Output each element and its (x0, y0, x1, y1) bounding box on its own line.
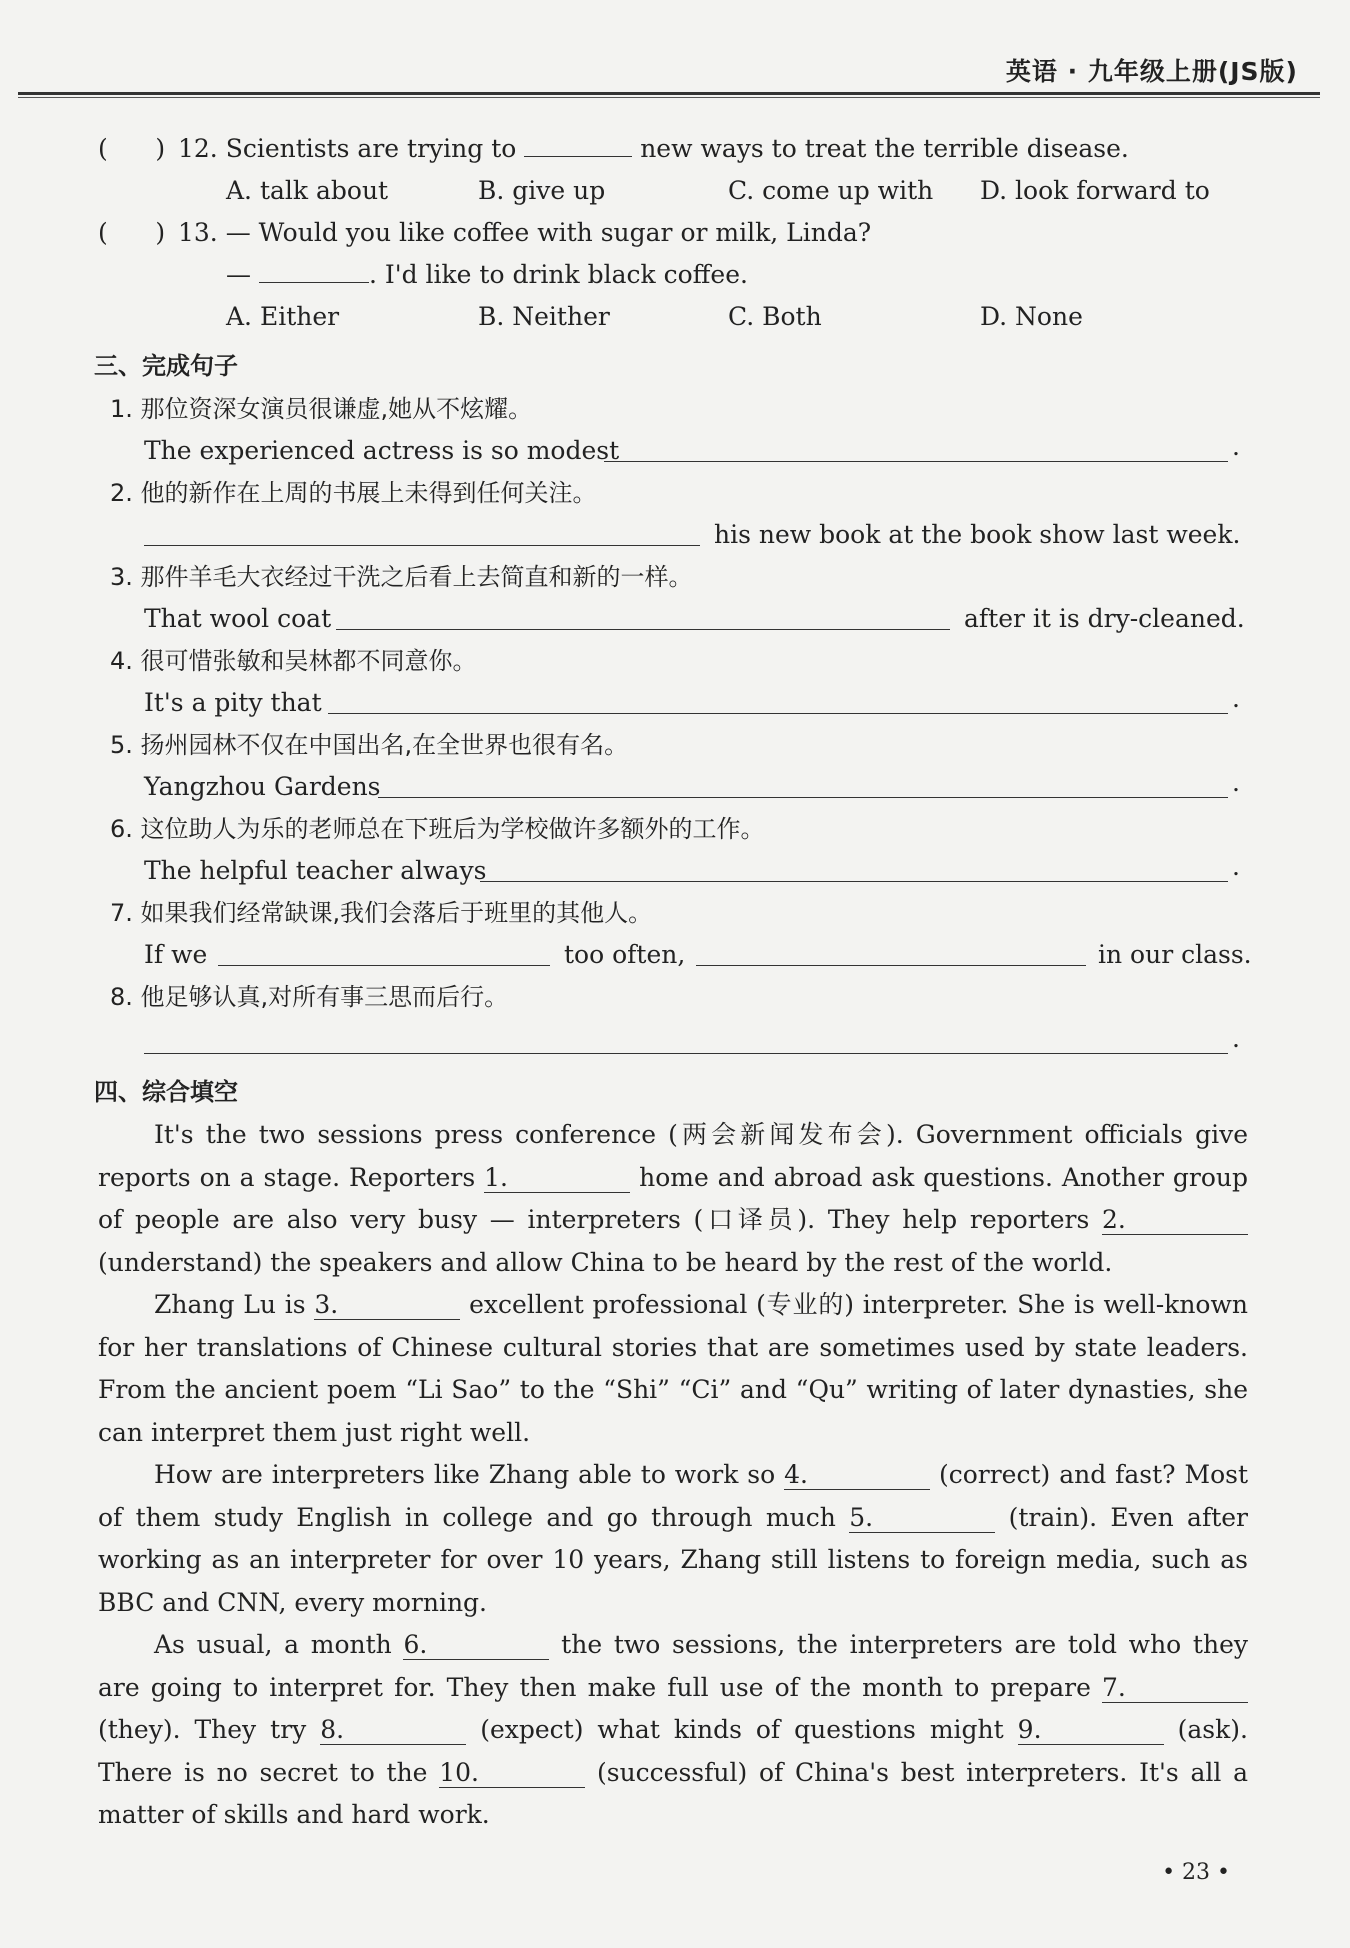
blank-1[interactable]: 1. (484, 1164, 630, 1193)
paragraph-1 (98, 1114, 1248, 1284)
question-number: 12. (178, 134, 218, 163)
option-c: C. come up with (728, 176, 934, 205)
answer-line[interactable] (144, 1053, 1228, 1054)
sentence-prompt: Yangzhou Gardens (144, 772, 381, 801)
blank-6[interactable]: 6. (403, 1631, 549, 1660)
answer-line[interactable] (378, 797, 1228, 798)
sentence-4-english (98, 682, 1248, 724)
blank-5[interactable]: 5. (849, 1504, 995, 1533)
sentence-prompt: If we (144, 940, 208, 969)
answer-bracket[interactable]: ( ) (98, 134, 166, 163)
answer-line[interactable] (480, 881, 1228, 882)
question-13-line-2 (98, 254, 1248, 296)
blank-3[interactable]: 3. (314, 1291, 460, 1320)
sentence-2-chinese: 2. 他的新作在上周的书展上未得到任何关注。 (110, 479, 597, 507)
cloze-passage (98, 1114, 1248, 1837)
answer-bracket[interactable]: ( ) (98, 218, 166, 247)
header-divider-thin (18, 97, 1320, 98)
question-stem-end: new ways to treat the terrible disease. (640, 134, 1129, 163)
blank-8[interactable]: 8. (320, 1716, 466, 1745)
sentence-4-chinese: 4. 很可惜张敏和吴林都不同意你。 (110, 647, 477, 675)
question-12-options (98, 170, 1248, 212)
text: (successful) of China's best interpreters. It's all a matter of skills and hard work. (98, 1757, 1248, 1829)
blank-10[interactable]: 10. (439, 1759, 585, 1788)
sentence-7-chinese: 7. 如果我们经常缺课,我们会落后于班里的其他人。 (110, 899, 653, 927)
sentence-prompt: his new book at the book show last week. (714, 520, 1241, 549)
dialogue-dash: — (226, 260, 251, 289)
text: (they). They try (98, 1715, 321, 1744)
text: How are interpreters like Zhang able to work so (154, 1460, 785, 1489)
blank-9[interactable]: 9. (1018, 1716, 1164, 1745)
sentence-prompt: It's a pity that (144, 688, 322, 717)
question-stem: Scientists are trying to (225, 134, 517, 163)
text: the two sessions, the interpreters are told who they are going to interpret for. They then make full use of the month to prepare (98, 1630, 1249, 1702)
text: (understand) the speakers and allow China to be heard by the rest of the world. (98, 1247, 1113, 1277)
page-number: • 23 • (1162, 1860, 1230, 1885)
answer-line[interactable] (604, 461, 1228, 462)
text: As usual, a month (154, 1630, 404, 1659)
paragraph-2 (98, 1284, 1248, 1454)
question-number: 13. (178, 218, 218, 247)
text: Zhang Lu is (154, 1290, 315, 1319)
sentence-6-english (98, 850, 1248, 892)
text: (correct) and fast? Most of them study English in college and go through much (98, 1460, 1249, 1532)
answer-line-1[interactable] (218, 965, 550, 966)
sentence-prompt-mid: too often, (564, 940, 686, 969)
sentence-1-english (98, 430, 1248, 472)
sentence-prompt: The helpful teacher always (144, 856, 487, 885)
text: (expect) what kinds of questions might (466, 1715, 1018, 1744)
header-divider (18, 92, 1320, 95)
option-c: C. Both (728, 302, 822, 331)
text: (train). Even after working as an interpreter for over 10 years, Zhang still listens to foreign media, such as BBC and CNN, every morning. (98, 1502, 1248, 1617)
sentence-prompt-end: after it is dry-cleaned. (964, 604, 1245, 633)
option-b: B. give up (478, 176, 606, 205)
answer-line[interactable] (144, 545, 700, 546)
period: . (1232, 432, 1240, 461)
question-13 (98, 212, 1248, 254)
period: . (1232, 684, 1240, 713)
text: home and abroad ask questions. Another group of people are also very busy — interpreters (口译员). They help reporters (98, 1162, 1248, 1234)
sentence-5-chinese: 5. 扬州园林不仅在中国出名,在全世界也很有名。 (110, 731, 629, 759)
answer-line[interactable] (336, 629, 950, 630)
sentence-6-chinese: 6. 这位助人为乐的老师总在下班后为学校做许多额外的工作。 (110, 815, 765, 843)
blank-4[interactable]: 4. (784, 1461, 930, 1490)
answer-blank[interactable] (259, 256, 369, 283)
answer-line[interactable] (328, 713, 1228, 714)
question-12 (98, 128, 1248, 170)
sentence-7-english (98, 934, 1252, 976)
sentence-8-english (98, 1018, 1248, 1064)
sentence-prompt: The experienced actress is so modest (144, 436, 620, 465)
question-13-options (98, 296, 1248, 338)
period: . (1232, 768, 1240, 797)
worksheet-content (94, 128, 1252, 1837)
book-title: 英语 · 九年级上册(JS版) (1005, 57, 1298, 86)
section-4-title: 四、综合填空 (94, 1078, 238, 1106)
sentence-1-chinese: 1. 那位资深女演员很谦虚,她从不炫耀。 (110, 395, 533, 423)
answer-line-2[interactable] (696, 965, 1086, 966)
section-3-title: 三、完成句子 (94, 352, 238, 380)
text: It's the two sessions press conference (两会新闻发布会). Government officials give reports on a stage. Reporters (98, 1120, 1248, 1192)
answer-blank[interactable] (524, 130, 632, 157)
sentence-3-english (98, 598, 1248, 640)
option-d: D. None (980, 302, 1083, 331)
option-a: A. talk about (226, 176, 389, 205)
dialogue-line-2: . I'd like to drink black coffee. (368, 260, 748, 289)
text: excellent professional (专业的) interpreter. She is well-known for her translations of Chinese cultural stories that are sometimes used by state leaders. From the ancient poem “Li Sao” to the “Shi” “Ci” and “Qu” writing of later dynasties, she can interpret them just right well. (98, 1290, 1248, 1447)
dialogue-line-1: — Would you like coffee with sugar or milk, Linda? (225, 218, 872, 247)
option-a: A. Either (226, 302, 340, 331)
blank-2[interactable]: 2. (1102, 1206, 1248, 1235)
sentence-2-english (98, 514, 1248, 556)
sentence-5-english (98, 766, 1248, 808)
paragraph-4 (98, 1624, 1248, 1837)
blank-7[interactable]: 7. (1102, 1674, 1248, 1703)
sentence-3-chinese: 3. 那件羊毛大衣经过干洗之后看上去简直和新的一样。 (110, 563, 693, 591)
sentence-8-chinese: 8. 他足够认真,对所有事三思而后行。 (110, 983, 509, 1011)
sentence-prompt-end: in our class. (1098, 940, 1252, 969)
paragraph-3 (98, 1454, 1248, 1624)
period: . (1232, 852, 1240, 881)
option-b: B. Neither (478, 302, 610, 331)
text: (ask). There is no secret to the (98, 1715, 1248, 1787)
period: . (1232, 1024, 1240, 1053)
sentence-prompt: That wool coat (144, 604, 332, 633)
option-d: D. look forward to (980, 176, 1210, 205)
